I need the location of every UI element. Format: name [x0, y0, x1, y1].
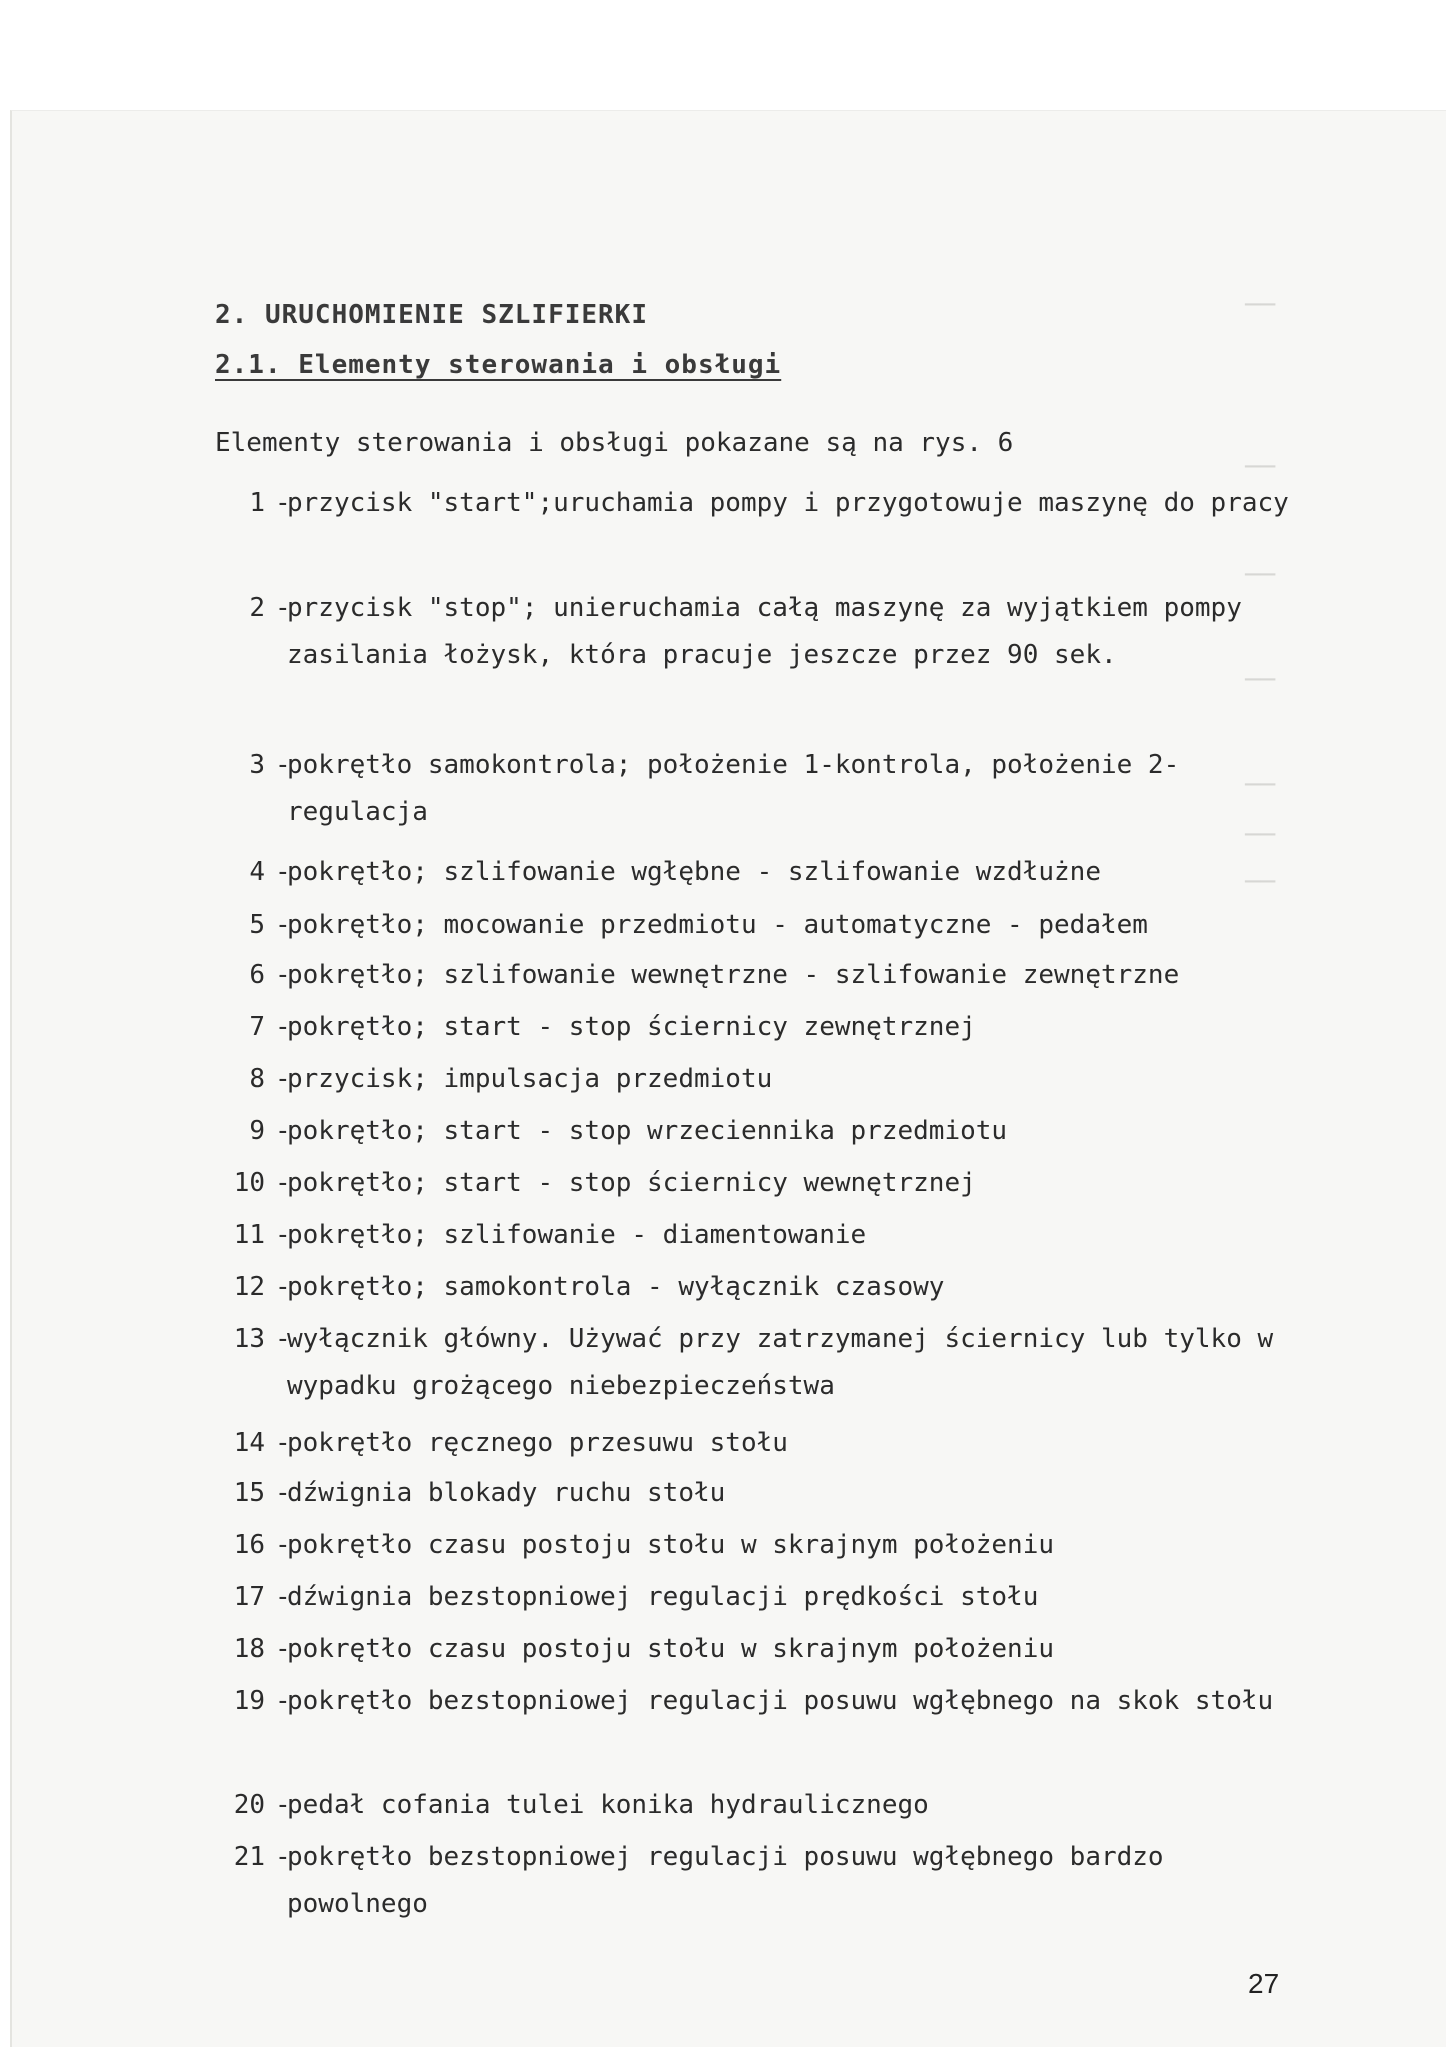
list-item [215, 902, 1305, 949]
item-number: 1 [249, 488, 265, 518]
list-item [215, 742, 1305, 836]
item-dash: - [275, 910, 291, 940]
item-text: pokrętło bezstopniowej regulacji posuwu wgłębnego bardzo powolnego [287, 1842, 1164, 1919]
item-text: pokrętło; szlifowanie - diamentowanie [287, 1220, 867, 1250]
item-dash: - [275, 750, 291, 780]
list-item [215, 1056, 1305, 1103]
item-dash: - [275, 1428, 291, 1458]
show-through-line: ── [1245, 560, 1276, 589]
item-dash: - [275, 857, 291, 887]
item-number: 15 [233, 1478, 265, 1508]
item-dash: - [275, 1478, 291, 1508]
item-text: pokrętło bezstopniowej regulacji posuwu wgłębnego na skok stołu [287, 1686, 1274, 1716]
item-text: pokrętło; samokontrola - wyłącznik czasowy [287, 1272, 945, 1302]
list-item [215, 480, 1305, 527]
list-item [215, 1264, 1305, 1311]
item-dash: - [275, 1272, 291, 1302]
list-item [215, 1470, 1305, 1517]
list-item [215, 1574, 1305, 1621]
item-number: 4 [249, 857, 265, 887]
list-item [215, 1160, 1305, 1207]
item-number: 6 [249, 960, 265, 990]
item-text: pokrętło; start - stop ściernicy wewnętrznej [287, 1168, 976, 1198]
list-item [215, 952, 1305, 999]
item-dash: - [275, 1168, 291, 1198]
item-text: pokrętło samokontrola; położenie 1-kontrola, położenie 2-regulacja [287, 750, 1180, 827]
section-subtitle: 2.1. Elementy sterowania i obsługi [215, 350, 782, 380]
item-text: pokrętło czasu postoju stołu w skrajnym położeniu [287, 1530, 1055, 1560]
list-item [215, 585, 1305, 679]
item-number: 7 [249, 1012, 265, 1042]
item-number: 9 [249, 1116, 265, 1146]
item-number: 3 [249, 750, 265, 780]
item-dash: - [275, 593, 291, 623]
item-number: 11 [233, 1220, 265, 1250]
show-through-line: ── [1245, 290, 1276, 319]
item-text: pokrętło; mocowanie przedmiotu - automatyczne - pedałem [287, 910, 1148, 940]
show-through-line: ── [1245, 770, 1276, 799]
show-through-line: ── [1245, 452, 1276, 481]
item-text: przycisk; impulsacja przedmiotu [287, 1064, 773, 1094]
item-dash: - [275, 1842, 291, 1872]
item-dash: - [275, 488, 291, 518]
page-number: 27 [1248, 1968, 1280, 1999]
item-text: dźwignia blokady ruchu stołu [287, 1478, 726, 1508]
show-through-line: ── [1245, 867, 1276, 896]
item-number: 8 [249, 1064, 265, 1094]
item-text: pokrętło; szlifowanie wgłębne - szlifowanie wzdłużne [287, 857, 1101, 887]
list-item [215, 1782, 1305, 1829]
list-item [215, 1522, 1305, 1569]
item-text: przycisk "stop"; unieruchamia całą maszynę za wyjątkiem pompy zasilania łożysk, która pracuje jeszcze przez 90 sek. [287, 593, 1242, 670]
item-number: 21 [233, 1842, 265, 1872]
item-dash: - [275, 1790, 291, 1820]
list-item [215, 1626, 1305, 1673]
item-dash: - [275, 1686, 291, 1716]
item-number: 16 [233, 1530, 265, 1560]
item-dash: - [275, 1324, 291, 1354]
item-number: 19 [233, 1686, 265, 1716]
item-dash: - [275, 1116, 291, 1146]
item-dash: - [275, 1582, 291, 1612]
item-dash: - [275, 1634, 291, 1664]
item-number: 12 [233, 1272, 265, 1302]
item-number: 18 [233, 1634, 265, 1664]
item-number: 14 [233, 1428, 265, 1458]
list-item [215, 1678, 1305, 1725]
item-number: 10 [233, 1168, 265, 1198]
list-item [215, 1108, 1305, 1155]
list-item [215, 1420, 1305, 1467]
item-dash: - [275, 1012, 291, 1042]
item-text: pokrętło; szlifowanie wewnętrzne - szlifowanie zewnętrzne [287, 960, 1180, 990]
item-text: dźwignia bezstopniowej regulacji prędkości stołu [287, 1582, 1039, 1612]
item-text: pokrętło; start - stop wrzeciennika przedmiotu [287, 1116, 1008, 1146]
item-dash: - [275, 1530, 291, 1560]
show-through-line: ── [1245, 820, 1276, 849]
item-number: 2 [249, 593, 265, 623]
item-number: 13 [233, 1324, 265, 1354]
intro-sentence: Elementy sterowania i obsługi pokazane są na rys. 6 [215, 428, 1014, 458]
item-text: pokrętło ręcznego przesuwu stołu [287, 1428, 788, 1458]
item-number: 20 [233, 1790, 265, 1820]
item-text: przycisk "start";uruchamia pompy i przygotowuje maszynę do pracy [287, 488, 1289, 518]
item-dash: - [275, 960, 291, 990]
list-item [215, 849, 1305, 896]
item-number: 5 [249, 910, 265, 940]
item-text: pokrętło czasu postoju stołu w skrajnym położeniu [287, 1634, 1055, 1664]
list-item [215, 1316, 1305, 1410]
list-item [215, 1834, 1305, 1928]
list-item [215, 1212, 1305, 1259]
item-text: pokrętło; start - stop ściernicy zewnętrznej [287, 1012, 976, 1042]
item-text: wyłącznik główny. Używać przy zatrzymanej ściernicy lub tylko w wypadku grożącego niebezpieczeństwa [287, 1324, 1274, 1401]
list-item [215, 1004, 1305, 1051]
item-dash: - [275, 1064, 291, 1094]
section-title: 2. URUCHOMIENIE SZLIFIERKI [215, 300, 648, 330]
item-number: 17 [233, 1582, 265, 1612]
item-dash: - [275, 1220, 291, 1250]
item-text: pedał cofania tulei konika hydraulicznego [287, 1790, 929, 1820]
show-through-line: ── [1245, 665, 1276, 694]
